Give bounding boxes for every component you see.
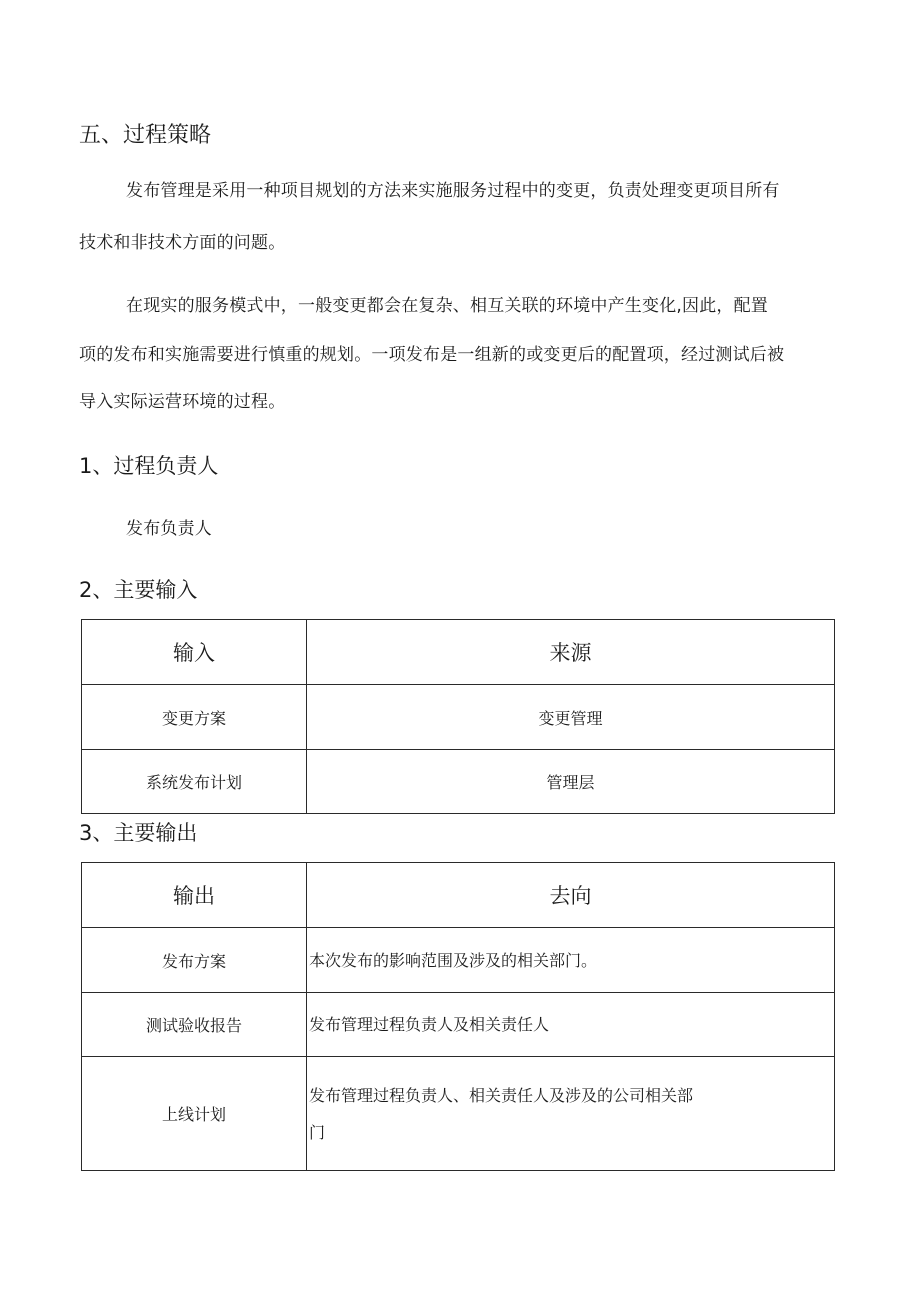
inputs-cell-input: 变更方案 <box>82 685 307 750</box>
paragraph-1-line-1: 发布管理是采用一种项目规划的方法来实施服务过程中的变更，负责处理变更项目所有 <box>126 181 780 201</box>
table-row <box>82 928 835 993</box>
section-title: 五、过程策略 <box>79 123 212 148</box>
outputs-table <box>81 862 835 1171</box>
inputs-header-input: 输入 <box>82 620 307 685</box>
table-row <box>82 993 835 1057</box>
paragraph-2-line-2: 项的发布和实施需要进行慎重的规划。一项发布是一组新的或变更后的配置项，经过测试后被 <box>79 345 785 365</box>
owner-value: 发布负责人 <box>126 519 212 539</box>
inputs-heading: 2、主要输入 <box>79 578 198 602</box>
owner-heading: 1、过程负责人 <box>79 454 219 478</box>
outputs-cell-destination: 发布管理过程负责人及相关责任人 <box>307 993 835 1057</box>
inputs-cell-source: 变更管理 <box>307 685 835 750</box>
outputs-header-output: 输出 <box>82 863 307 928</box>
paragraph-2-line-1: 在现实的服务模式中，一般变更都会在复杂、相互关联的环境中产生变化,因此，配置 <box>126 296 769 316</box>
table-row <box>82 685 835 750</box>
outputs-cell-output: 发布方案 <box>82 928 307 993</box>
table-header-row <box>82 620 835 685</box>
inputs-cell-source: 管理层 <box>307 750 835 814</box>
table-row <box>82 1057 835 1171</box>
outputs-cell-destination-line-2: 门 <box>309 1122 326 1142</box>
outputs-cell-output: 测试验收报告 <box>82 993 307 1057</box>
paragraph-2-line-3: 导入实际运营环境的过程。 <box>79 392 286 412</box>
outputs-cell-destination <box>307 1057 835 1171</box>
outputs-cell-destination-line-1: 发布管理过程负责人、相关责任人及涉及的公司相关部 <box>309 1085 694 1105</box>
inputs-cell-input: 系统发布计划 <box>82 750 307 814</box>
outputs-header-destination: 去向 <box>307 863 835 928</box>
table-header-row <box>82 863 835 928</box>
inputs-table <box>81 619 835 814</box>
outputs-cell-destination: 本次发布的影响范围及涉及的相关部门。 <box>307 928 835 993</box>
paragraph-1-line-2: 技术和非技术方面的问题。 <box>79 233 286 253</box>
outputs-cell-output: 上线计划 <box>82 1057 307 1171</box>
table-row <box>82 750 835 814</box>
inputs-header-source: 来源 <box>307 620 835 685</box>
outputs-heading: 3、主要输出 <box>79 821 198 845</box>
